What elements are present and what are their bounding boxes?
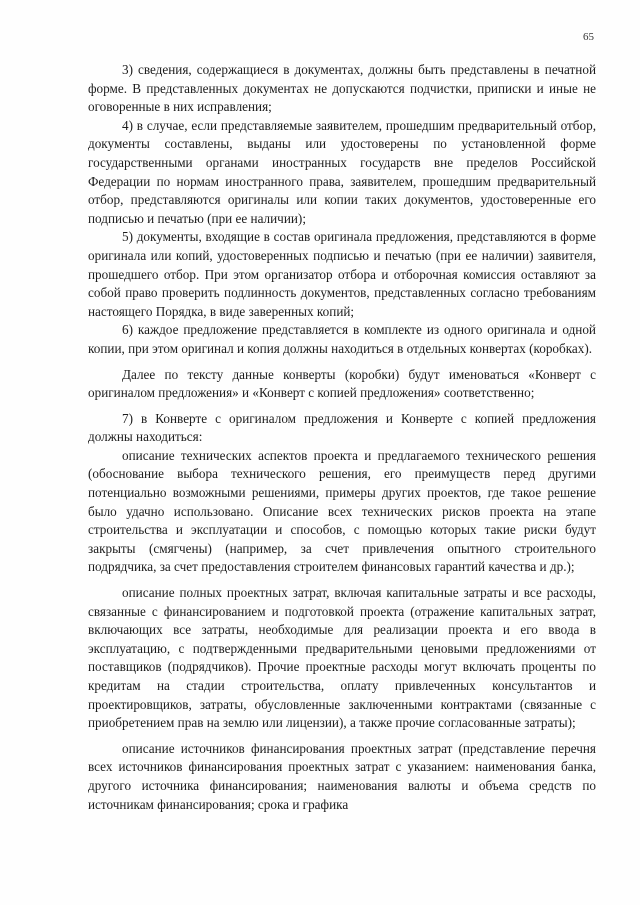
paragraph-financing-sources: описание источников финансирования проектных затрат (представление перечня всех источников финансирования проектных затрат с указанием: наименования банка, другого источника финансирования; наименования валюты и объема средств по источникам финансирования; срока и графика — [88, 740, 596, 812]
paragraph-item-6: 6) каждое предложение представляется в комплекте из одного оригинала и одной копии, при этом оригинал и копия должны находиться в отдельных конвертах (коробках). — [88, 322, 596, 356]
page-number: 65 — [583, 31, 594, 43]
paragraph-item-7: 7) в Конверте с оригиналом предложения и Конверте с копией предложения должны находиться: — [88, 410, 596, 445]
paragraph-technical-description: описание технических аспектов проекта и предлагаемого технического решения (обоснование выбора технического решения, его преимуществ перед другими потенциально возможными решениями, примеры других проектов, где такое решение было удачно использовано. Описание всех технических рисков проекта на этапе строительства и эксплуатации и способов, с помощью которых такие риски будут закрыты (смягчены) (например, за счет привлечения опытного строительного подрядчика, за счет предоставления строителем финансовых гарантий качества и др.); — [88, 447, 596, 575]
paragraph-project-costs: описание полных проектных затрат, включая капитальные затраты и все расходы, связанные с финансированием и подготовкой проекта (отражение капитальных затрат, включающих все затраты, необходимые для реализации проекта и его ввода в эксплуатацию, с подтвержденными предварительными ценовыми предложениями от поставщиков (подрядчиков). Прочие проектные расходы могут включать проценты по кредитам на стадии строительства, оплату привлеченных консультантов и проектировщиков, затраты, обусловленные заключенными контрактами (связанные с приобретением прав на землю или лицензии), а также прочие согласованные затраты); — [88, 585, 596, 731]
paragraph-item-4: 4) в случае, если представляемые заявителем, прошедшим предварительный отбор, документы составлены, выданы или удостоверены по установленной форме государственными органами иностранных государств вне пределов Российской Федерации по нормам иностранного права, заявителем, прошедшим предварительный отбор, представляются оригиналы или копии таких документов, удостоверенные его подписью и печатью (при ее наличии); — [88, 117, 596, 226]
paragraph-envelope-naming: Далее по тексту данные конверты (коробки) будут именоваться «Конверт с оригиналом предложения» и «Конверт с копией предложения» соответственно; — [88, 366, 596, 401]
document-body — [88, 61, 596, 814]
paragraph-item-5: 5) документы, входящие в состав оригинала предложения, представляются в форме оригинала или копий, удостоверенных подписью и печатью (при ее наличии) заявителя, прошедшего отбор. При этом организатор отбора и отборочная комиссия оставляют за собой право проверить подлинность документов, представленных согласно требованиям настоящего Порядка, в виде заверенных копий; — [88, 229, 596, 319]
paragraph-item-3: 3) сведения, содержащиеся в документах, должны быть представлены в печатной форме. В представленных документах не допускаются подчистки, приписки и иные не оговоренные в них исправления; — [88, 62, 596, 115]
